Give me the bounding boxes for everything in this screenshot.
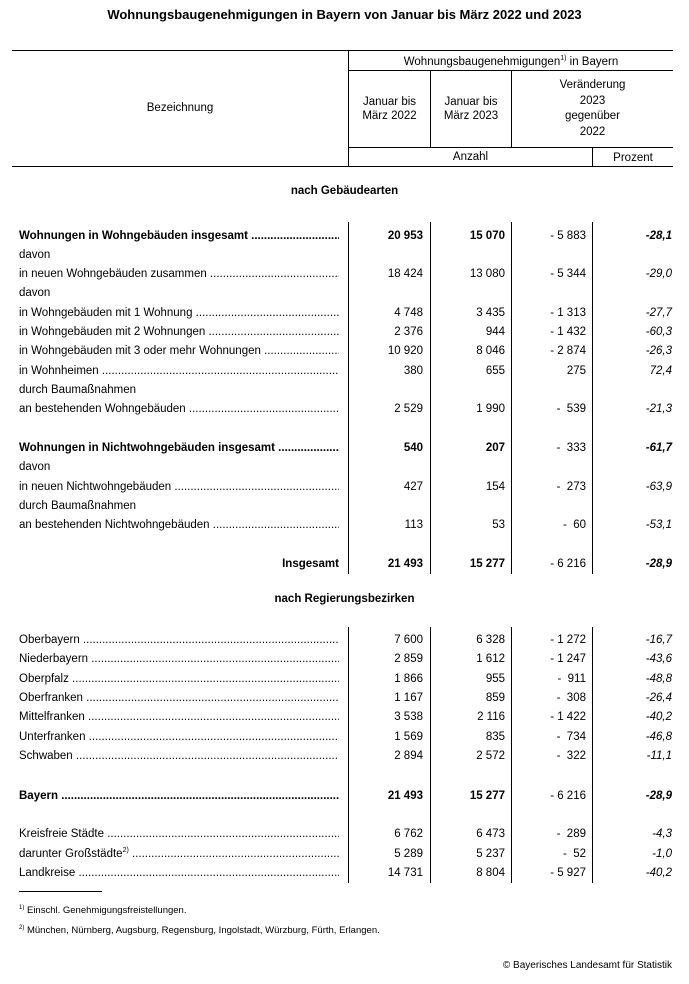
value-percent: -46,8	[645, 731, 672, 743]
row-label	[19, 478, 339, 497]
row-label	[19, 845, 339, 864]
footnote-2-mark: 2)	[19, 925, 25, 931]
header-top-rule	[12, 50, 673, 51]
table-row	[0, 381, 689, 400]
row-label	[19, 787, 339, 806]
value-2023: 1 612	[476, 653, 505, 665]
header-group	[349, 55, 673, 69]
value-percent: -40,2	[645, 711, 672, 723]
value-2022: 21 493	[387, 558, 423, 570]
value-percent: -26,3	[645, 345, 672, 357]
value-2022: 1 569	[394, 731, 423, 743]
row-label-text: Insgesamt	[282, 558, 339, 570]
value-2022: 2 859	[394, 653, 423, 665]
value-2023: 6 328	[476, 634, 505, 646]
page-title: Wohnungsbaugenehmigungen in Bayern von Januar bis März 2022 und 2023	[107, 7, 582, 22]
value-percent: -28,9	[645, 790, 672, 802]
value-percent: -60,3	[645, 326, 672, 338]
header-col-2023-line1: Januar bis	[444, 96, 498, 108]
table-row	[0, 728, 689, 747]
value-2023: 15 277	[469, 558, 505, 570]
row-label-text: Schwaben	[19, 750, 73, 762]
value-2023: 2 572	[476, 750, 505, 762]
header-col-change-line2: 2023	[579, 94, 606, 107]
value-change: - 333	[556, 442, 586, 454]
footnote-1-mark: 1)	[19, 905, 25, 911]
table-row	[0, 439, 689, 458]
value-2023: 944	[485, 326, 505, 338]
row-label-text: Oberpfalz	[19, 673, 69, 685]
value-percent: -28,9	[645, 558, 672, 570]
row-label-text: durch Baumaßnahmen	[19, 500, 136, 512]
value-2023: 2 116	[477, 711, 505, 723]
table-row	[0, 708, 689, 727]
value-percent: -16,7	[645, 634, 672, 646]
row-label	[19, 439, 339, 458]
header-col-2022-line1: Januar bis	[362, 96, 417, 108]
row-label-text: darunter Großstädte	[19, 848, 123, 860]
value-change: - 1 432	[550, 326, 586, 338]
row-label-text: davon	[19, 461, 51, 473]
value-percent: -48,8	[645, 673, 672, 685]
table-row	[0, 478, 689, 497]
value-2022: 21 493	[387, 790, 423, 802]
table-row	[0, 246, 689, 265]
table-row	[0, 555, 689, 574]
value-2023: 8 046	[476, 345, 505, 357]
header-col-change-line1: Veränderung	[559, 79, 626, 91]
header-col-change	[512, 78, 673, 140]
value-change: - 2 874	[550, 345, 586, 357]
value-change: - 5 927	[550, 867, 586, 879]
table-row	[0, 845, 689, 864]
row-label-text: Bayern	[19, 790, 58, 802]
value-2022: 7 600	[394, 634, 423, 646]
header-unit-rule	[348, 147, 673, 148]
row-label	[19, 400, 339, 419]
value-change: - 322	[556, 750, 586, 762]
value-2022: 3 538	[394, 711, 423, 723]
value-2022: 540	[403, 442, 423, 454]
row-label-text: davon	[19, 287, 51, 299]
table-row	[0, 670, 689, 689]
value-2023: 859	[485, 692, 505, 704]
table-row	[0, 631, 689, 650]
row-label-text: Wohnungen in Nichtwohngebäuden insgesamt	[19, 442, 275, 454]
row-label-text: in Wohngebäuden mit 2 Wohnungen	[19, 326, 206, 338]
value-percent: -28,1	[645, 230, 672, 242]
footnote-2	[19, 925, 380, 936]
row-label	[19, 362, 339, 381]
value-percent: -21,3	[645, 403, 672, 415]
header-bezeichnung: Bezeichnung	[146, 102, 214, 114]
table-row	[0, 864, 689, 883]
row-label	[19, 650, 339, 669]
value-change: - 273	[556, 481, 586, 493]
value-percent: -26,4	[645, 692, 672, 704]
value-change: - 539	[556, 403, 586, 415]
value-2023: 655	[485, 365, 505, 377]
table-row	[0, 787, 689, 806]
row-label	[19, 728, 339, 747]
value-percent: -27,7	[645, 307, 672, 319]
table-row	[0, 342, 689, 361]
value-2023: 207	[485, 442, 505, 454]
row-label	[19, 555, 339, 574]
section-heading: nach Gebäudearten	[290, 185, 399, 197]
value-percent: -11,1	[646, 750, 672, 762]
value-percent: -1,0	[652, 848, 672, 860]
table-row	[0, 497, 689, 516]
value-2023: 6 473	[476, 828, 505, 840]
copyright: © Bayerisches Landesamt für Statistik	[502, 960, 672, 971]
row-label-text: in neuen Wohngebäuden zusammen	[19, 268, 207, 280]
value-change: - 5 344	[550, 268, 586, 280]
row-label	[19, 227, 339, 246]
row-label	[19, 708, 339, 727]
table-row	[0, 747, 689, 766]
row-label-text: Unterfranken	[19, 731, 86, 743]
row-label	[19, 458, 339, 477]
value-percent: -29,0	[645, 268, 672, 280]
value-change: - 289	[556, 828, 586, 840]
value-2022: 380	[403, 365, 423, 377]
value-2022: 427	[403, 481, 423, 493]
table-row	[0, 362, 689, 381]
row-label-text: Wohnungen in Wohngebäuden insgesamt	[19, 230, 248, 242]
table-row	[0, 650, 689, 669]
value-2022: 20 953	[387, 230, 423, 242]
value-2022: 6 762	[394, 828, 423, 840]
value-change: 275	[566, 365, 586, 377]
row-label-text: davon	[19, 249, 51, 261]
section-heading: nach Regierungsbezirken	[274, 593, 415, 605]
value-percent: -53,1	[645, 519, 672, 531]
row-label	[19, 381, 339, 400]
row-label-text: Landkreise	[19, 867, 76, 879]
value-change: - 6 216	[550, 558, 586, 570]
value-2022: 2 529	[394, 403, 423, 415]
row-label	[19, 631, 339, 650]
row-label	[19, 342, 339, 361]
row-label	[19, 864, 339, 883]
header-col-change-line3: gegenüber	[565, 110, 620, 122]
row-label	[19, 516, 339, 535]
row-label	[19, 304, 339, 323]
value-2023: 5 237	[476, 848, 505, 860]
value-2022: 18 424	[387, 268, 423, 280]
value-2023: 3 435	[476, 307, 505, 319]
value-2023: 15 070	[469, 230, 505, 242]
value-percent: -40,2	[645, 867, 672, 879]
footnote-2-text: München, Nürnberg, Augsburg, Regensburg, Ingolstadt, Würzburg, Fürth, Erlangen.	[24, 925, 380, 936]
value-change: - 6 216	[550, 790, 586, 802]
value-percent: 72,4	[649, 365, 672, 377]
value-2023: 15 277	[469, 790, 505, 802]
value-percent: -61,7	[645, 442, 672, 454]
value-2023: 1 990	[476, 403, 505, 415]
value-change: - 52	[562, 848, 586, 860]
table-row	[0, 458, 689, 477]
value-change: - 5 883	[550, 230, 586, 242]
header-bottom-rule	[12, 166, 673, 167]
table-row	[0, 400, 689, 419]
footnote-1	[19, 905, 186, 916]
row-label-text: in Wohngebäuden mit 1 Wohnung	[19, 307, 193, 319]
value-2022: 10 920	[387, 345, 423, 357]
value-2023: 835	[485, 731, 505, 743]
value-change: - 1 247	[550, 653, 586, 665]
value-2022: 5 289	[394, 848, 423, 860]
table-row	[0, 825, 689, 844]
value-2023: 154	[485, 481, 505, 493]
value-2023: 13 080	[469, 268, 505, 280]
table-row	[0, 227, 689, 246]
header-col-2022	[349, 95, 430, 123]
footnote-ref-2: 2)	[122, 847, 129, 854]
value-percent: -63,9	[645, 481, 672, 493]
row-label	[19, 689, 339, 708]
row-label	[19, 747, 339, 766]
value-change: - 734	[556, 731, 586, 743]
value-2022: 1 866	[394, 673, 423, 685]
row-label-text: Mittelfranken	[19, 711, 85, 723]
header-group-label: Wohnungsbaugenehmigungen	[403, 56, 561, 68]
footnote-1-text: Einschl. Genehmigungsfreistellungen.	[24, 905, 187, 916]
row-label-text: an bestehenden Nichtwohngebäuden	[19, 519, 210, 531]
row-label-text: Oberfranken	[19, 692, 83, 704]
footnote-rule	[19, 891, 102, 892]
value-change: - 60	[562, 519, 586, 531]
table-row	[0, 304, 689, 323]
header-col-2022-line2: März 2022	[362, 110, 417, 122]
row-label	[19, 323, 339, 342]
header-col-2023-line2: März 2023	[443, 110, 499, 122]
table-row	[0, 516, 689, 535]
footnote-ref-1: 1)	[560, 55, 567, 62]
value-2022: 1 167	[394, 692, 423, 704]
header-unit-count: Anzahl	[452, 151, 489, 163]
header-col-change-line4: 2022	[579, 125, 606, 138]
value-change: - 1 313	[550, 307, 586, 319]
row-label-text: in Wohngebäuden mit 3 oder mehr Wohnungen	[19, 345, 261, 357]
table-row	[0, 689, 689, 708]
row-label-text: Oberbayern	[19, 634, 80, 646]
header-col-2023	[431, 95, 511, 123]
row-label-text: an bestehenden Wohngebäuden	[19, 403, 186, 415]
row-label	[19, 825, 339, 844]
table-row	[0, 265, 689, 284]
row-label	[19, 670, 339, 689]
row-label	[19, 265, 339, 284]
value-2023: 53	[492, 519, 505, 531]
value-percent: -43,6	[645, 653, 672, 665]
value-2022: 2 376	[394, 326, 423, 338]
row-label	[19, 284, 339, 303]
header-group-suffix: in Bayern	[566, 56, 619, 68]
value-2022: 2 894	[394, 750, 423, 762]
value-change: - 1 272	[550, 634, 586, 646]
table-row	[0, 284, 689, 303]
row-label-text: Niederbayern	[19, 653, 89, 665]
value-2022: 14 731	[387, 867, 423, 879]
row-label-text: Kreisfreie Städte	[19, 828, 105, 840]
value-2022: 113	[404, 519, 423, 531]
value-percent: -4,3	[652, 828, 672, 840]
header-unit-percent: Prozent	[613, 152, 653, 164]
row-label	[19, 246, 339, 265]
table-row	[0, 323, 689, 342]
value-2023: 8 804	[476, 867, 505, 879]
value-2022: 4 748	[394, 307, 423, 319]
row-label-text: in neuen Nichtwohngebäuden	[19, 481, 172, 493]
value-change: - 911	[557, 673, 586, 685]
row-label-text: in Wohnheimen	[19, 365, 99, 377]
row-label-text: durch Baumaßnahmen	[19, 384, 136, 396]
row-label	[19, 497, 339, 516]
value-change: - 308	[556, 692, 586, 704]
value-2023: 955	[485, 673, 505, 685]
value-change: - 1 422	[550, 711, 586, 723]
